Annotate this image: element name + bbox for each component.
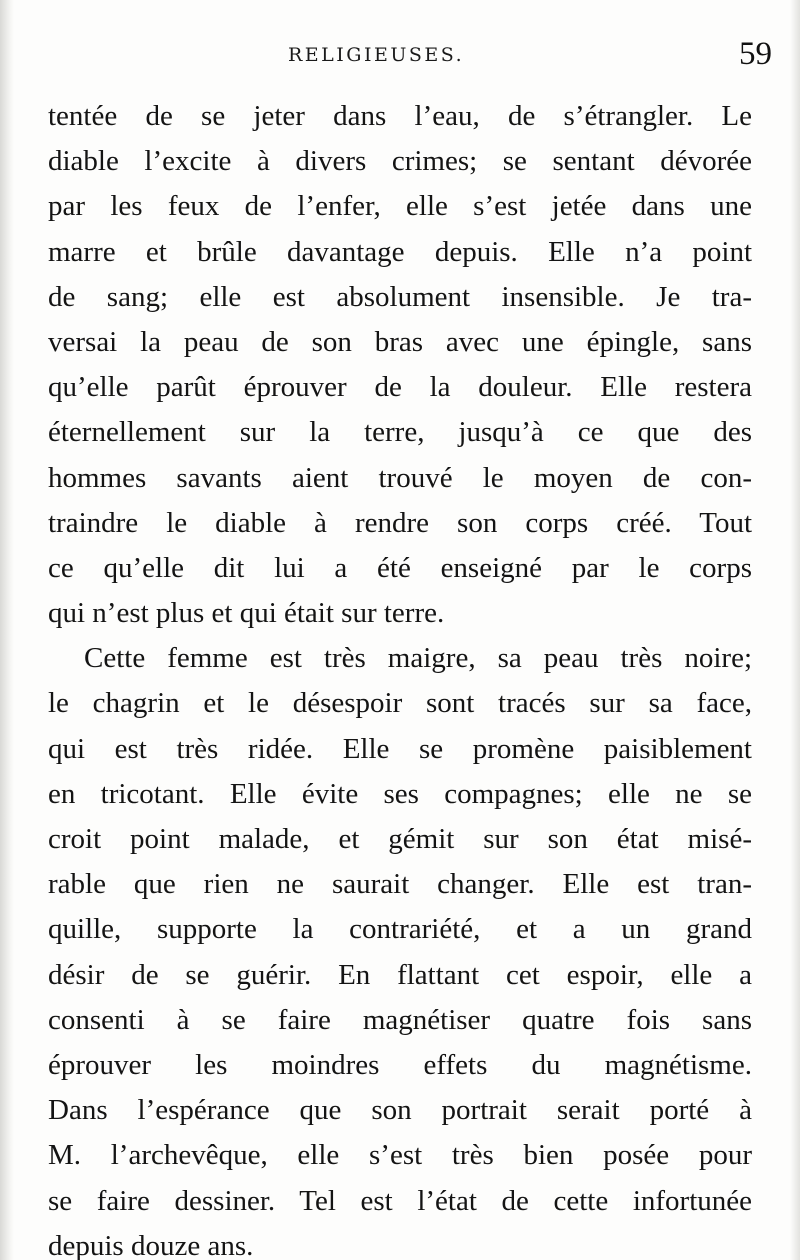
text-line: le chagrin et le désespoir sont tracés sur sa face, bbox=[48, 687, 752, 720]
text-line: de sang; elle est absolument insensible. Je tra- bbox=[48, 280, 752, 313]
page-number: 59 bbox=[739, 36, 772, 72]
page-left-edge-shadow bbox=[0, 0, 14, 1260]
text-line: qui n’est plus et qui était sur terre. bbox=[48, 597, 445, 630]
text-line: Cette femme est très maigre, sa peau très noire; bbox=[84, 642, 752, 675]
running-head: RELIGIEUSES. bbox=[288, 44, 465, 66]
body-text bbox=[48, 94, 752, 1260]
text-line: marre et brûle davantage depuis. Elle n’a point bbox=[48, 235, 752, 268]
text-line: traindre le diable à rendre son corps créé. Tout bbox=[48, 506, 752, 539]
text-line: versai la peau de son bras avec une épingle, sans bbox=[48, 325, 752, 358]
text-line: désir de se guérir. En flattant cet espoir, elle a bbox=[48, 958, 752, 991]
text-line: croit point malade, et gémit sur son état misé- bbox=[48, 823, 752, 855]
text-line: consenti à se faire magnétiser quatre fois sans bbox=[48, 1003, 752, 1036]
text-line: quille, supporte la contrariété, et a un grand bbox=[48, 913, 752, 946]
text-line: rable que rien ne saurait changer. Elle est tran- bbox=[48, 868, 752, 901]
text-line: se faire dessiner. Tel est l’état de cette infortunée bbox=[48, 1184, 752, 1217]
text-line: éternellement sur la terre, jusqu’à ce que des bbox=[48, 416, 752, 449]
text-line: Dans l’espérance que son portrait serait porté à bbox=[48, 1094, 752, 1127]
text-line: en tricotant. Elle évite ses compagnes; elle ne se bbox=[48, 777, 752, 810]
text-line: ce qu’elle dit lui a été enseigné par le corps bbox=[48, 551, 752, 584]
text-line: depuis douze ans. bbox=[48, 1229, 254, 1260]
text-line: qui est très ridée. Elle se promène paisiblement bbox=[48, 732, 752, 765]
text-line: par les feux de l’enfer, elle s’est jetée dans une bbox=[48, 190, 752, 223]
text-line: éprouver les moindres effets du magnétisme. bbox=[48, 1048, 752, 1081]
text-line: hommes savants aient trouvé le moyen de con- bbox=[48, 461, 752, 494]
text-line: M. l’archevêque, elle s’est très bien posée pour bbox=[48, 1139, 752, 1172]
text-line: tentée de se jeter dans l’eau, de s’étrangler. Le bbox=[48, 100, 752, 132]
text-line: diable l’excite à divers crimes; se sentant dévorée bbox=[48, 145, 752, 178]
page-right-edge-shadow bbox=[790, 0, 800, 1260]
text-line: qu’elle parût éprouver de la douleur. Elle restera bbox=[48, 371, 752, 404]
